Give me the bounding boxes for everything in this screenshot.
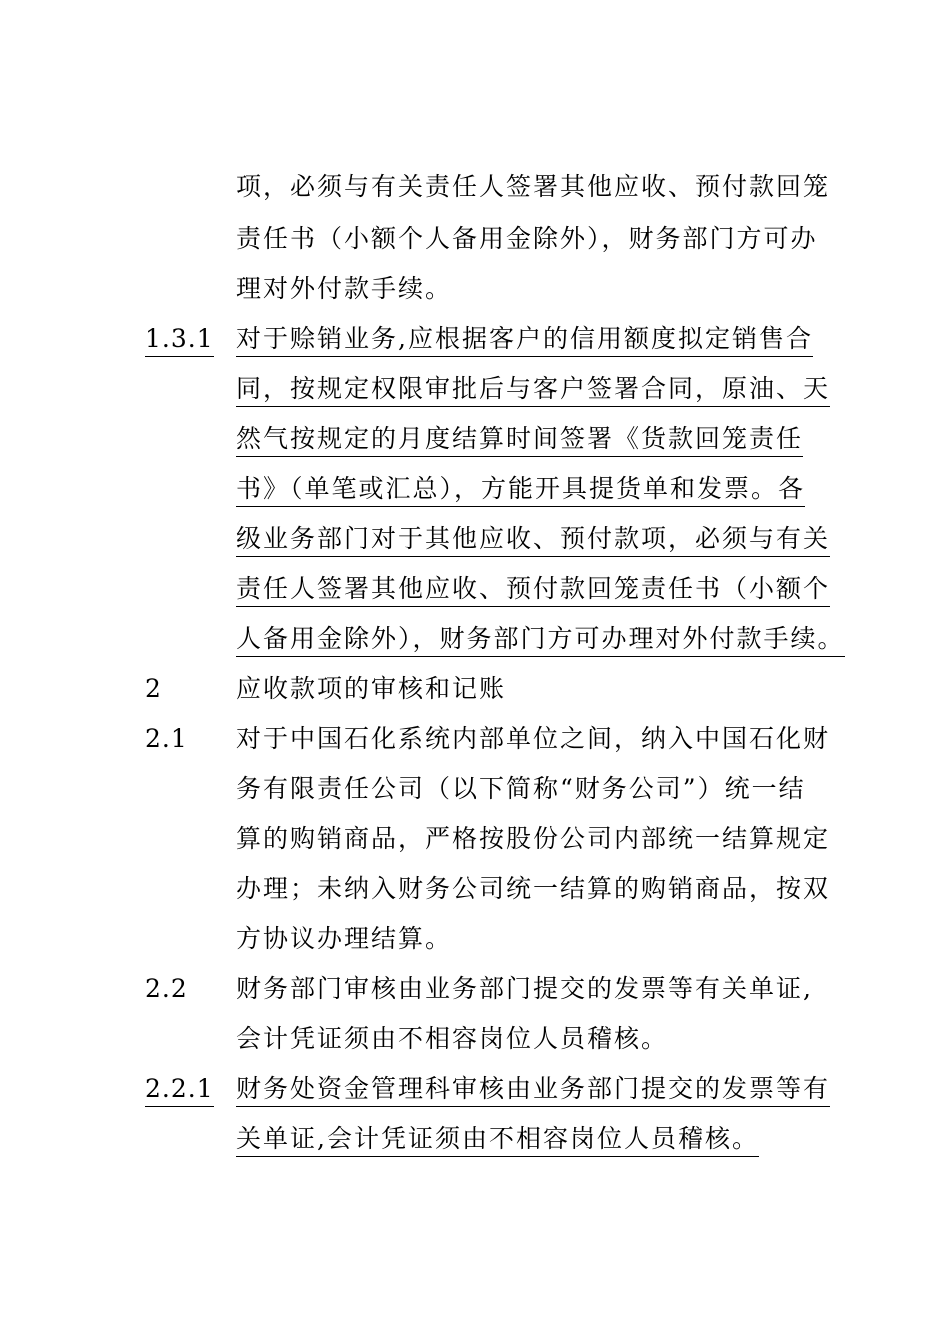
paragraph-line-revised: 同，按规定权限审批后与客户签署合同，原油、天 <box>236 372 830 407</box>
section-number: 2.2.1 <box>145 1072 214 1107</box>
section-heading: 应收款项的审核和记账 <box>236 674 507 703</box>
paragraph-line-revised: 然气按规定的月度结算时间签署《货款回笼责任 <box>236 422 803 457</box>
paragraph-line: 对于中国石化系统内部单位之间，纳入中国石化财 <box>236 724 831 753</box>
paragraph-line: 理对外付款手续。 <box>236 274 453 303</box>
paragraph-line: 项，必须与有关责任人签署其他应收、预付款回笼 <box>236 172 831 201</box>
paragraph-line-revised: 人备用金除外），财务部门方可办理对外付款手续。 <box>236 622 845 657</box>
paragraph-line: 务有限责任公司（以下简称“财务公司”）统一结 <box>236 774 806 803</box>
paragraph-line-revised: 责任人签署其他应收、预付款回笼责任书（小额个 <box>236 572 830 607</box>
paragraph-line-revised: 关单证,会计凭证须由不相容岗位人员稽核。 <box>236 1122 759 1157</box>
paragraph-line: 算的购销商品，严格按股份公司内部统一结算规定 <box>236 824 831 853</box>
section-number: 1.3.1 <box>145 322 214 357</box>
paragraph-line: 会计凭证须由不相容岗位人员稽核。 <box>236 1024 669 1053</box>
paragraph-line: 办理；未纳入财务公司统一结算的购销商品，按双 <box>236 874 831 903</box>
section-number: 2.1 <box>145 724 188 753</box>
paragraph-line-revised: 对于赊销业务,应根据客户的信用额度拟定销售合 <box>236 322 813 357</box>
paragraph-line: 责任书（小额个人备用金除外），财务部门方可办 <box>236 224 818 253</box>
paragraph-line-revised: 级业务部门对于其他应收、预付款项，必须与有关 <box>236 522 830 557</box>
paragraph-line-revised: 财务处资金管理科审核由业务部门提交的发票等有 <box>236 1072 830 1107</box>
paragraph-line-revised: 书》（单笔或汇总），方能开具提货单和发票。各 <box>236 472 805 507</box>
paragraph-line: 财务部门审核由业务部门提交的发票等有关单证, <box>236 974 813 1003</box>
paragraph-line: 方协议办理结算。 <box>236 924 453 953</box>
section-number: 2.2 <box>145 974 188 1003</box>
section-number: 2 <box>145 674 162 703</box>
